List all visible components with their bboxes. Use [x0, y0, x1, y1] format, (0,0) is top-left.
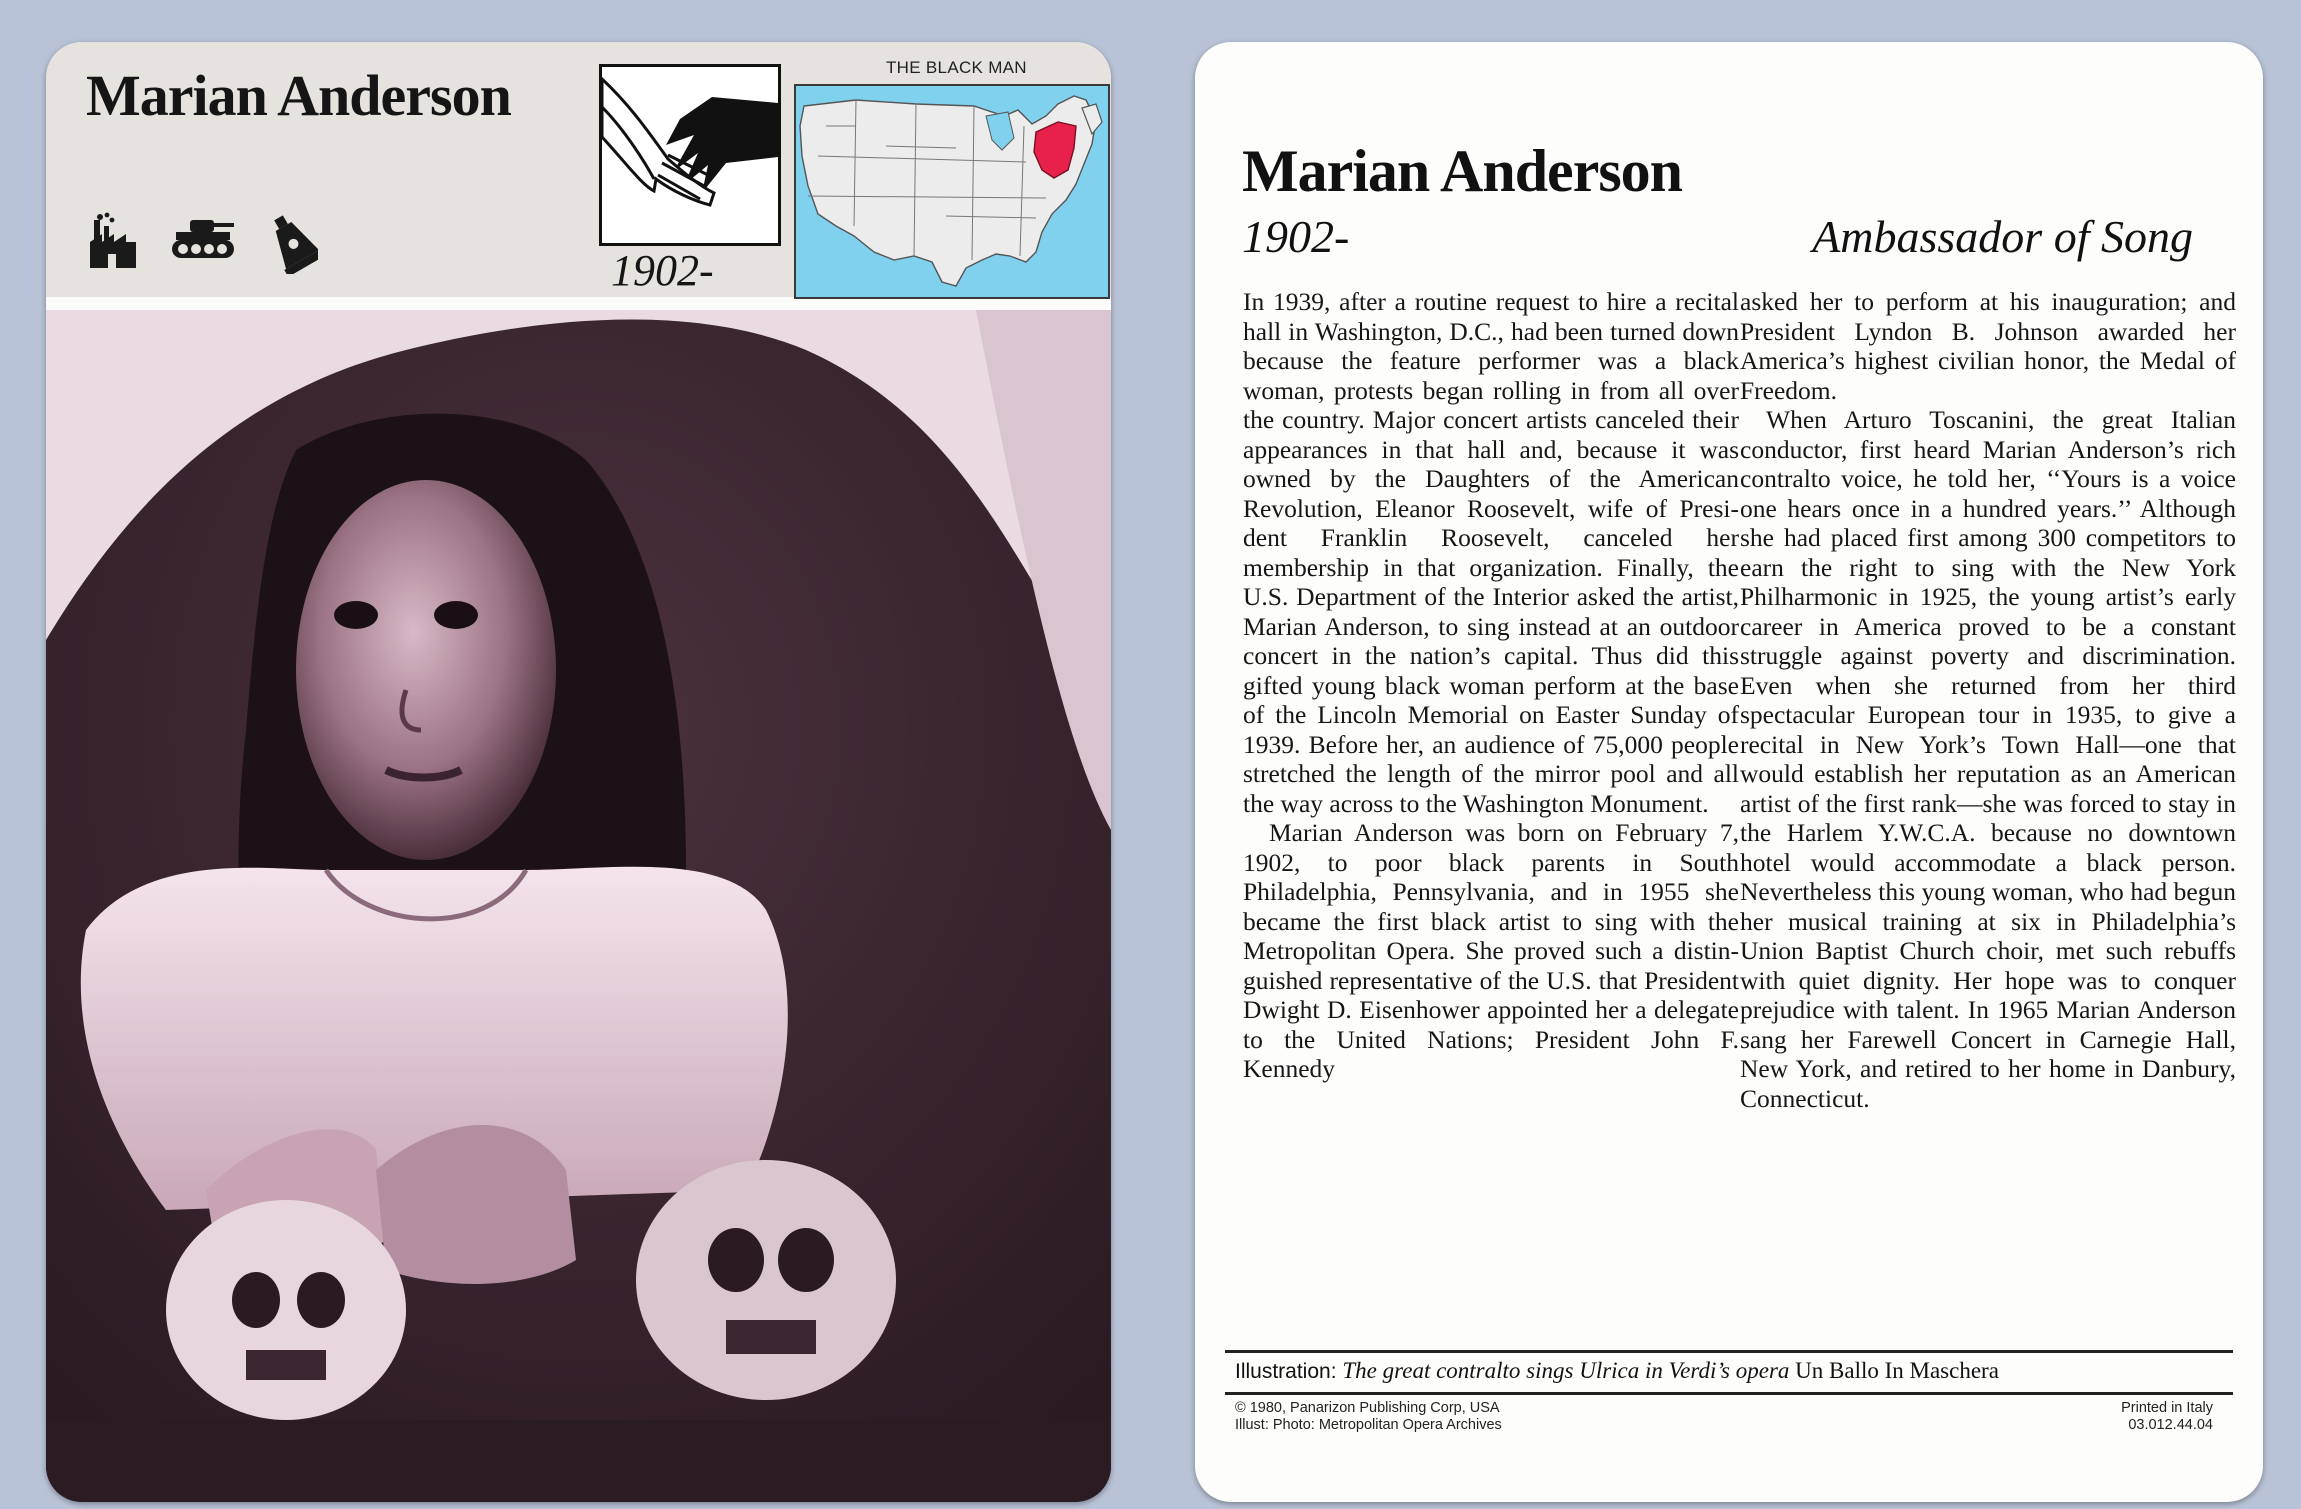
- us-map: [794, 84, 1110, 299]
- paragraph: In 1939, after a routine request to hire a recital hall in Washington, D.C., had been turned down because the feature performer was a black woman, protests began rolling in from all over the country. Major concert artists canceled their appearances in that hall and, because it was owned by the Daughters of the American Revolution, Eleanor Roosevelt, wife of President Franklin Roosevelt, canceled her membership in that organization. Finally, the U.S. Department of the Interior asked the artist, Marian Anderson, to sing instead at an outdoor concert in the nation’s capital. Thus did this gifted young black woman perform at the base of the Lincoln Memorial on Easter Sunday of 1939. Before her, an audience of 75,000 people stretched the length of the mirror pool and all the way across to the Washington Monument.: [1243, 287, 1739, 818]
- copyright-line: © 1980, Panarizon Publishing Corp, USA: [1235, 1400, 1500, 1416]
- back-title: Marian Anderson: [1242, 138, 1683, 204]
- us-map-icon: [796, 86, 1108, 297]
- front-title: Marian Anderson: [86, 63, 511, 128]
- text-column-left: [1243, 287, 1739, 1084]
- tank-icon: [170, 212, 236, 262]
- front-header: [46, 42, 1111, 297]
- printed-line: Printed in Italy: [2121, 1400, 2213, 1416]
- paragraph: asked her to perform at his inauguration; and President Lyndon B. Johnson awarded her America’s highest civilian honor, the Medal of Freedom.: [1740, 287, 2236, 405]
- divider-top: [1225, 1350, 2233, 1353]
- card-back: [1195, 42, 2263, 1502]
- card-front: [46, 42, 1111, 1502]
- caption-prefix: Illustration:: [1235, 1360, 1343, 1383]
- caption-tail: Un Ballo In Maschera: [1789, 1358, 1999, 1383]
- front-year: 1902-: [611, 246, 714, 295]
- handshake-logo: [599, 64, 781, 246]
- illustration-caption: [1235, 1358, 2235, 1384]
- back-year: 1902-: [1242, 211, 1350, 262]
- category-icons: [88, 212, 318, 274]
- portrait-photo: [46, 310, 1111, 1502]
- divider-bottom: [1225, 1392, 2233, 1395]
- paragraph: Marian Anderson was born on February 7, 1902, to poor black parents in South Philadelphia, Pennsylvania, and in 1955 she became the first black artist to sing with the Metropolitan Opera. She proved such a distinguished representative of the U.S. that President Dwight D. Eisenhower appointed her a delegate to the United Nations; President John F. Kennedy: [1243, 818, 1739, 1083]
- caption-italic: The great contralto sings Ulrica in Verdi’s opera: [1342, 1358, 1790, 1383]
- back-subtitle: Ambassador of Song: [1812, 211, 2193, 262]
- handshake-icon: [602, 67, 778, 243]
- photo-credit-line: Illust: Photo: Metropolitan Opera Archives: [1235, 1417, 1502, 1433]
- text-column-right: [1740, 287, 2236, 1113]
- performer-photo-illustration: [46, 310, 1111, 1502]
- paragraph: When Arturo Toscanini, the great Italian conductor, first heard Marian Anderson’s rich contralto voice, he told her, ‘‘Yours is a voice one hears once in a hundred years.’’ Although she had placed first among 300 competitors to earn the right to sing with the New York Philharmonic in 1925, the young artist’s early career in America proved to be a constant struggle against poverty and discrimination. Even when she returned from her third spectacular European tour in 1935, to give a recital in New York’s Town Hall—one that would establish her reputation as an American artist of the first rank—she was forced to stay in the Harlem Y.W.C.A. because no downtown hotel would accommodate a black person. Nevertheless this young woman, who had begun her musical training at six in Philadelphia’s Union Baptist Church choir, met such rebuffs with quiet dignity. Her hope was to conquer prejudice with talent. In 1965 Marian Anderson sang her Farewell Concert in Carnegie Hall, New York, and retired to her home in Danbury, Connecticut.: [1740, 405, 2236, 1113]
- factory-icon: [88, 212, 138, 270]
- series-label: THE BLACK MAN: [886, 58, 1027, 77]
- space-capsule-icon: [268, 212, 318, 274]
- card-code: 03.012.44.04: [2128, 1417, 2213, 1433]
